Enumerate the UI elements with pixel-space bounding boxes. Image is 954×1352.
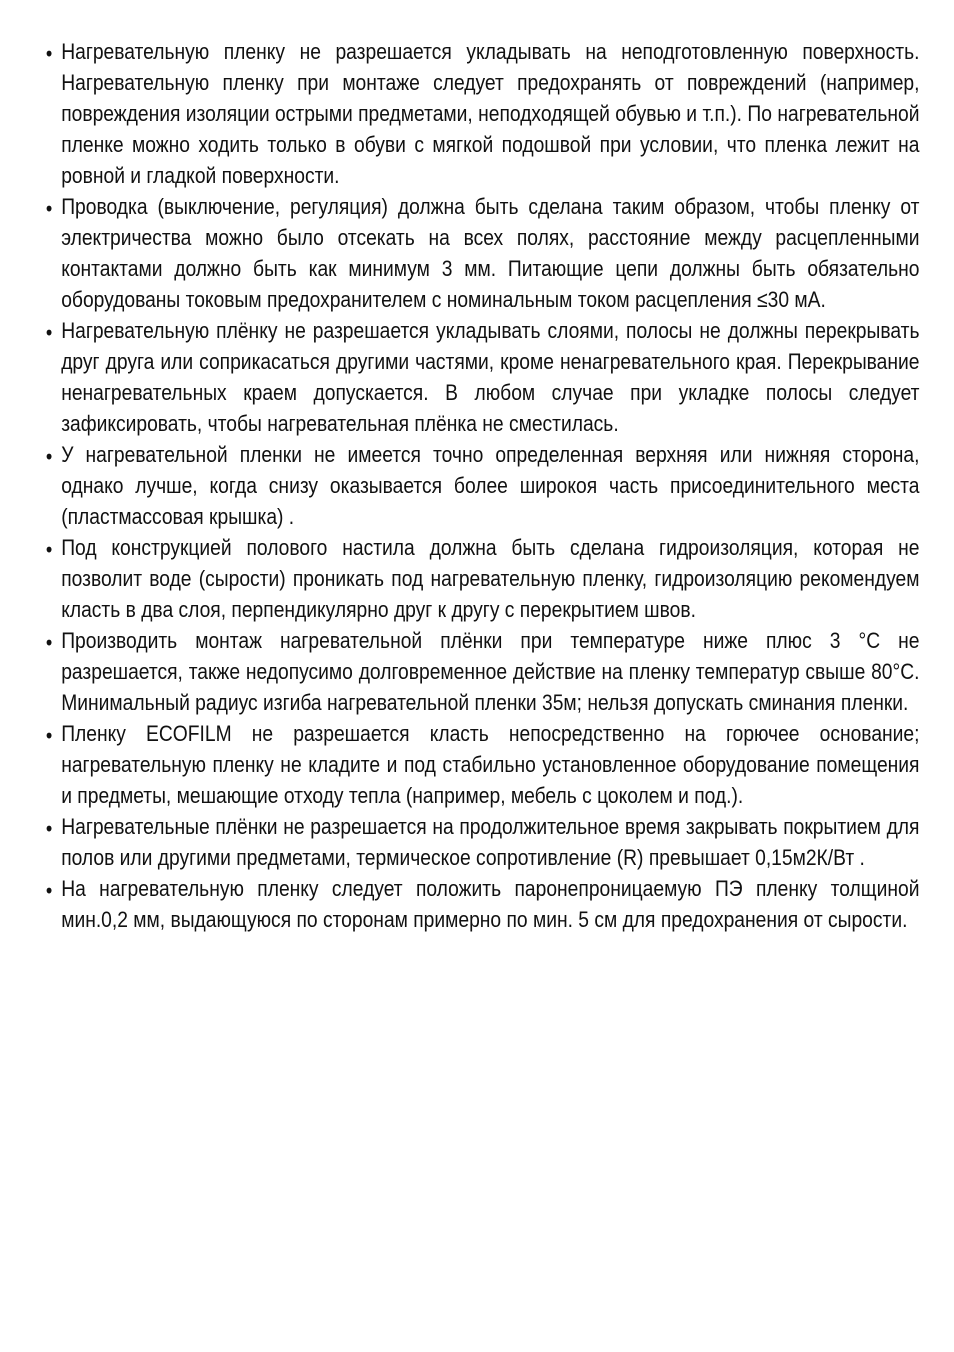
list-item-text: На нагревательную пленку следует положить паронепроницаемую ПЭ пленку толщиной мин.0,2 мм, выдающуюся по сторонам примерно по мин. 5 см для предохранения от сырости. [61,876,920,932]
bullet-icon: • [44,724,55,748]
list-item-text: Нагревательную плёнку не разрешается укладывать слоями, полосы не должны перекрывать друг друга или соприкасаться другими частями, кроме ненагревательного края. Перекрывание ненагревательных краем допускается. В любом случае при укладке полосы следует зафиксировать, чтобы нагревательная плёнка не сместилась. [61,318,920,436]
list-item [44,191,919,315]
bullet-icon: • [44,879,55,903]
list-item [44,439,919,532]
list-item-text: Производить монтаж нагревательной плёнки при температуре ниже плюс 3 °С не разрешается, также недопусимо долговременное действие на пленку температур свыше 80°С. Минимальный радиус изгиба нагревательной пленки 35м; нельзя допускать сминания пленки. [61,628,920,715]
instruction-bullet-list [44,36,920,935]
document-page [44,36,920,935]
list-item-text: Пленку ECOFILM не разрешается класть непосредственно на горючее основание; нагревательную пленку не кладите и под стабильно установленное оборудование помещения и предметы, мешающие отходу тепла (например, мебель с цоколем и под.). [61,721,920,808]
list-item-text: Под конструкцией полового настила должна быть сделана гидроизоляция, которая не позволит воде (сырости) проникать под нагревательную пленку, гидроизоляцию рекомендуем класть в два слоя, перпендикулярно друг к другу с перекрытием швов. [61,535,920,622]
list-item [44,532,919,625]
bullet-icon: • [44,197,55,221]
list-item [44,718,919,811]
list-item-text: Нагревательную пленку не разрешается укладывать на неподготовленную поверхность. Нагревательную пленку при монтаже следует предохранять от повреждений (например, повреждения изоляции острыми предметами, неподходящей обувью и т.п.). По нагревательной пленке можно ходить только в обуви с мягкой подошвой при условии, что пленка лежит на ровной и гладкой поверхности. [61,39,920,188]
bullet-icon: • [44,538,55,562]
list-item-text: Нагревательные плёнки не разрешается на продолжительное время закрывать покрытием для полов или другими предметами, термическое сопротивление (R) превышает 0,15м2К/Вт . [61,814,920,870]
list-item-text: У нагревательной пленки не имеется точно определенная верхняя или нижняя сторона, однако лучше, когда снизу оказывается более широкоя часть присоединительного места (пластмассовая крышка) . [61,442,920,529]
list-item-text: Проводка (выключение, регуляция) должна быть сделана таким образом, чтобы пленку от электричества можно было отсекать на всех полях, расстояние между расцепленными контактами должно быть как минимум 3 мм. Питающие цепи должны быть обязательно оборудованы токовым предохранителем с номинальным током расцепления ≤30 мА. [61,194,920,312]
bullet-icon: • [44,631,55,655]
list-item [44,811,919,873]
bullet-icon: • [44,42,55,66]
list-item [44,873,919,935]
list-item [44,36,919,191]
bullet-icon: • [44,817,55,841]
list-item [44,625,919,718]
list-item [44,315,919,439]
bullet-icon: • [44,321,55,345]
bullet-icon: • [44,445,55,469]
